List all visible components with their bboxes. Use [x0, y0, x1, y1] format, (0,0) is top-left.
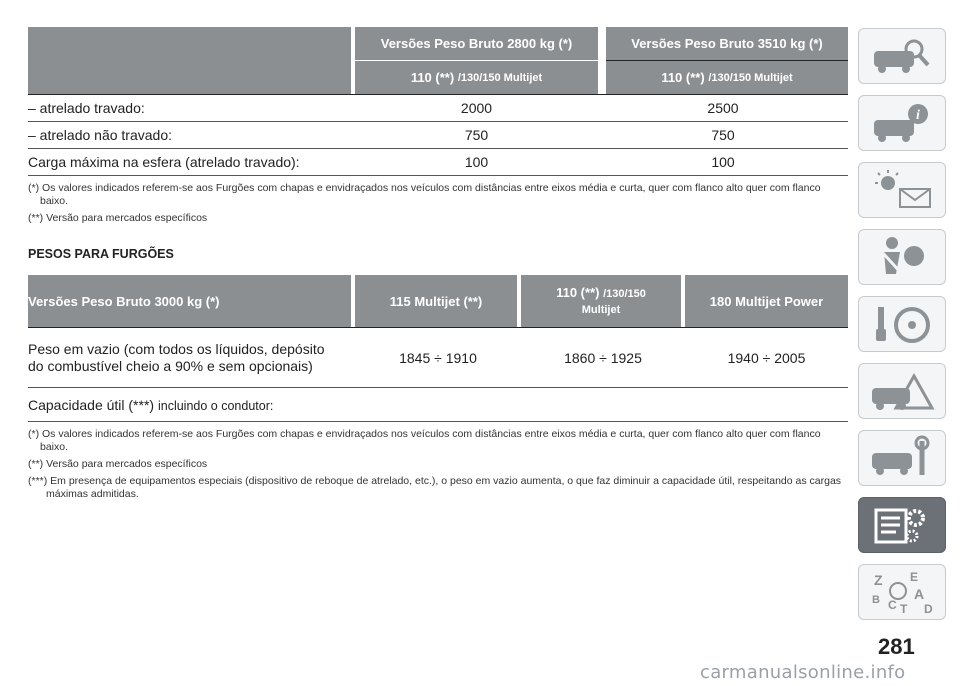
weights-table-notes: [28, 428, 848, 501]
watermark: carmanualsonline.info: [700, 662, 906, 683]
header-2800-title: Versões Peso Bruto 2800 kg (*): [355, 27, 598, 60]
footnote: (**) Versão para mercados específicos: [28, 212, 208, 224]
footnote: (**) Versão para mercados específicos: [28, 458, 208, 470]
footnote: (*) Os valores indicados referem-se aos Furgões com chapas e envidraçados nos veículos com distâncias entre eixos média e curta, quer com flanco alto quer com flanco baixo.: [28, 428, 821, 453]
svg-text:E: E: [910, 570, 919, 584]
chapter-tab-specifications[interactable]: [858, 497, 946, 553]
footnote: (*) Os valores indicados referem-se aos Furgões com chapas e envidraçados nos veículos com distâncias entre eixos média e curta, quer com flanco alto quer com flanco baixo.: [28, 182, 821, 207]
svg-text:B: B: [872, 594, 880, 606]
car-search-icon: [866, 33, 938, 79]
car-hazard-icon: [866, 368, 938, 414]
chapter-tab-starting[interactable]: [858, 296, 946, 352]
header-3510-engine: 110 (**) /130/150 Multijet: [606, 61, 848, 94]
alphabet-index-icon: [866, 569, 938, 615]
header-blank: [28, 27, 351, 94]
table-row: – atrelado não travado: 750 750: [28, 122, 848, 149]
svg-text:T: T: [900, 602, 908, 615]
table-row: Carga máxima na esfera (atrelado travado): 100 100: [28, 149, 848, 176]
page-content: [28, 0, 848, 501]
car-info-icon: [866, 100, 938, 146]
weights-table-header: [28, 275, 848, 327]
header-180: 180 Multijet Power: [685, 275, 848, 327]
header-versions: Versões Peso Bruto 3000 kg (*): [28, 275, 351, 327]
header-115: 115 Multijet (**): [355, 275, 517, 327]
table-row: Capacidade útil (***) incluindo o condutor:: [28, 388, 848, 422]
seatbelt-airbag-icon: [866, 234, 938, 280]
header-col-2800: [355, 27, 598, 94]
chapter-tab-warnings[interactable]: [858, 162, 946, 218]
weights-table: [28, 275, 848, 501]
svg-text:C: C: [888, 598, 897, 612]
table-row: – atrelado travado: 2000 2500: [28, 95, 848, 122]
specs-gears-icon: [866, 502, 938, 548]
svg-text:D: D: [924, 602, 933, 615]
svg-text:i: i: [916, 108, 920, 123]
svg-text:Z: Z: [874, 572, 883, 588]
towing-table-notes: [28, 182, 848, 225]
towing-table-header: [28, 27, 848, 94]
footnote: (***) Em presença de equipamentos especiais (dispositivo de reboque de atrelado, etc.), o peso em vazio aumenta, o que faz diminuir a capacidade útil, respeitando as cargas máximas admitidas.: [28, 475, 842, 500]
car-wrench-icon: [866, 435, 938, 481]
key-steering-icon: [866, 301, 938, 347]
page-number: 281: [878, 634, 915, 659]
header-col-3510: [606, 27, 848, 94]
table-row: Peso em vazio (com todos os líquidos, depósito do combustível cheio a 90% e sem opcionais) 1845 ÷ 1910 1860 ÷ 1925 1940 ÷ 2005: [28, 328, 848, 388]
header-110: 110 (**) /130/150 Multijet: [521, 275, 681, 327]
chapter-tab-maintenance[interactable]: [858, 430, 946, 486]
warning-lights-icon: [866, 167, 938, 213]
chapter-tab-index[interactable]: [858, 564, 946, 620]
chapter-tab-knowing[interactable]: [858, 95, 946, 151]
chapter-tab-safety[interactable]: [858, 229, 946, 285]
chapter-tabs: [858, 28, 946, 631]
svg-text:A: A: [914, 586, 925, 602]
chapter-tab-dashboard[interactable]: [858, 28, 946, 84]
header-2800-engine: 110 (**) /130/150 Multijet: [355, 61, 598, 94]
towing-table: [28, 27, 848, 225]
section-title: PESOS PARA FURGÕES: [28, 247, 174, 261]
header-3510-title: Versões Peso Bruto 3510 kg (*): [606, 27, 848, 60]
chapter-tab-emergency[interactable]: [858, 363, 946, 419]
